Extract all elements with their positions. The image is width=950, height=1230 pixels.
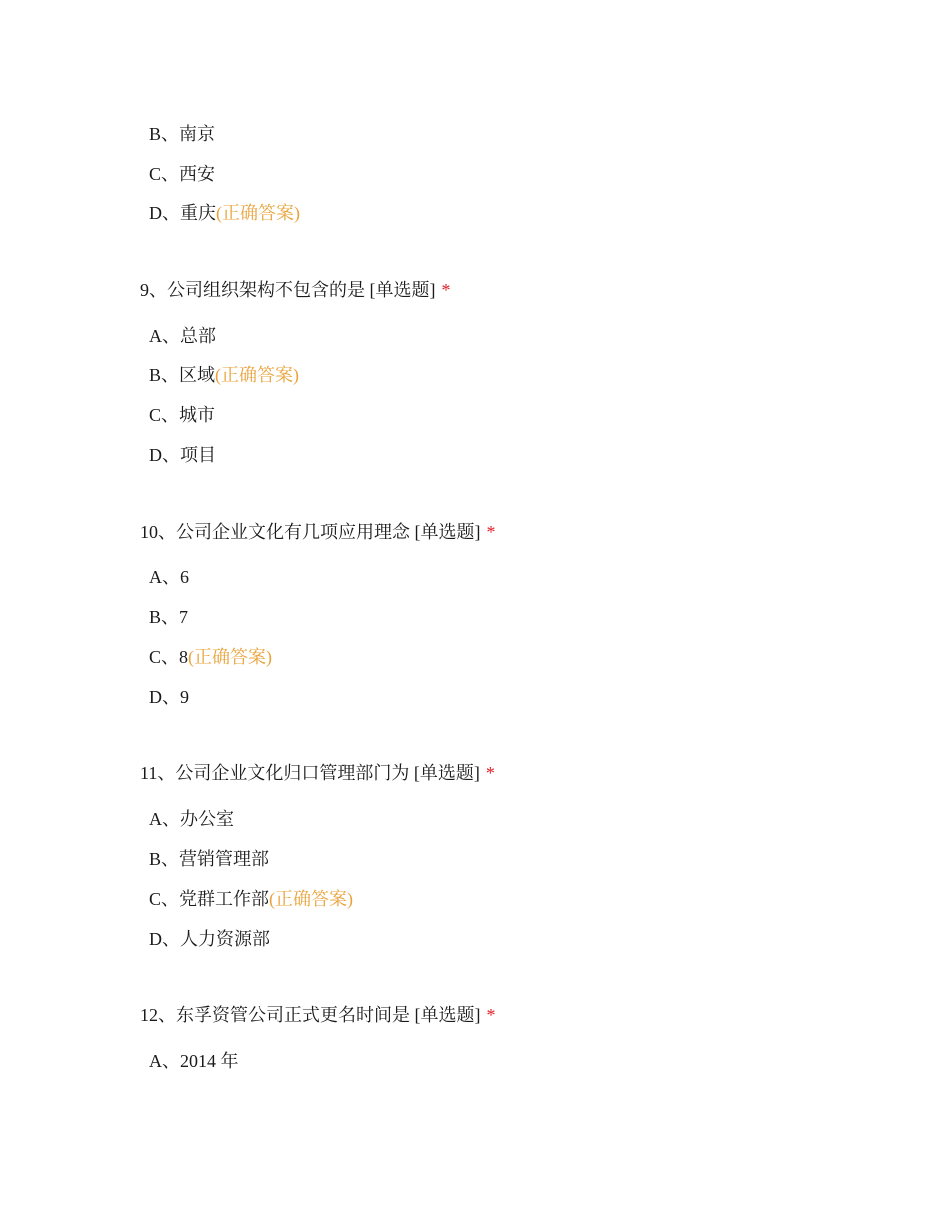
correct-answer-tag: (正确答案) [188, 647, 273, 667]
option-q10-c [149, 645, 272, 669]
option-text: A、6 [149, 567, 189, 587]
option-q8-d [149, 201, 300, 225]
option-text: A、总部 [149, 326, 216, 346]
option-text: B、营销管理部 [149, 849, 270, 869]
option-q11-a [149, 807, 234, 831]
required-marker: * [486, 1005, 496, 1025]
option-text: C、城市 [149, 405, 216, 425]
option-text: C、西安 [149, 164, 216, 184]
option-q11-c [149, 887, 353, 911]
option-text: B、南京 [149, 124, 216, 144]
option-q9-c [149, 403, 215, 427]
required-marker: * [486, 522, 496, 542]
option-text: B、7 [149, 607, 189, 627]
option-text: D、重庆 [149, 203, 216, 223]
question-9-title [140, 278, 451, 302]
question-text: 11、公司企业文化归口管理部门为 [单选题] [140, 763, 480, 783]
option-text: D、项目 [149, 445, 216, 465]
question-11-title [140, 761, 495, 785]
required-marker: * [441, 280, 451, 300]
option-q12-a [149, 1049, 239, 1073]
option-q11-d [149, 927, 270, 951]
correct-answer-tag: (正确答案) [216, 203, 300, 223]
question-12-title [140, 1003, 496, 1027]
question-text: 12、东孚资管公司正式更名时间是 [单选题] [140, 1005, 481, 1025]
option-text: A、办公室 [149, 809, 234, 829]
correct-answer-tag: (正确答案) [269, 889, 354, 909]
option-q10-b [149, 605, 188, 629]
option-text: D、9 [149, 687, 189, 707]
required-marker: * [485, 763, 495, 783]
option-q9-a [149, 324, 216, 348]
option-text: C、党群工作部 [149, 889, 270, 909]
question-text: 10、公司企业文化有几项应用理念 [单选题] [140, 522, 481, 542]
option-text: C、8 [149, 647, 189, 667]
option-q11-b [149, 847, 269, 871]
option-text: B、区域 [149, 365, 216, 385]
option-text: A、2014 年 [149, 1051, 239, 1071]
option-q10-a [149, 565, 189, 589]
option-text: D、人力资源部 [149, 929, 270, 949]
option-q9-d [149, 443, 216, 467]
option-q8-b [149, 122, 215, 146]
option-q9-b [149, 363, 299, 387]
option-q8-c [149, 162, 215, 186]
option-q10-d [149, 685, 189, 709]
question-10-title [140, 520, 496, 544]
correct-answer-tag: (正确答案) [215, 365, 300, 385]
question-text: 9、公司组织架构不包含的是 [单选题] [140, 280, 436, 300]
